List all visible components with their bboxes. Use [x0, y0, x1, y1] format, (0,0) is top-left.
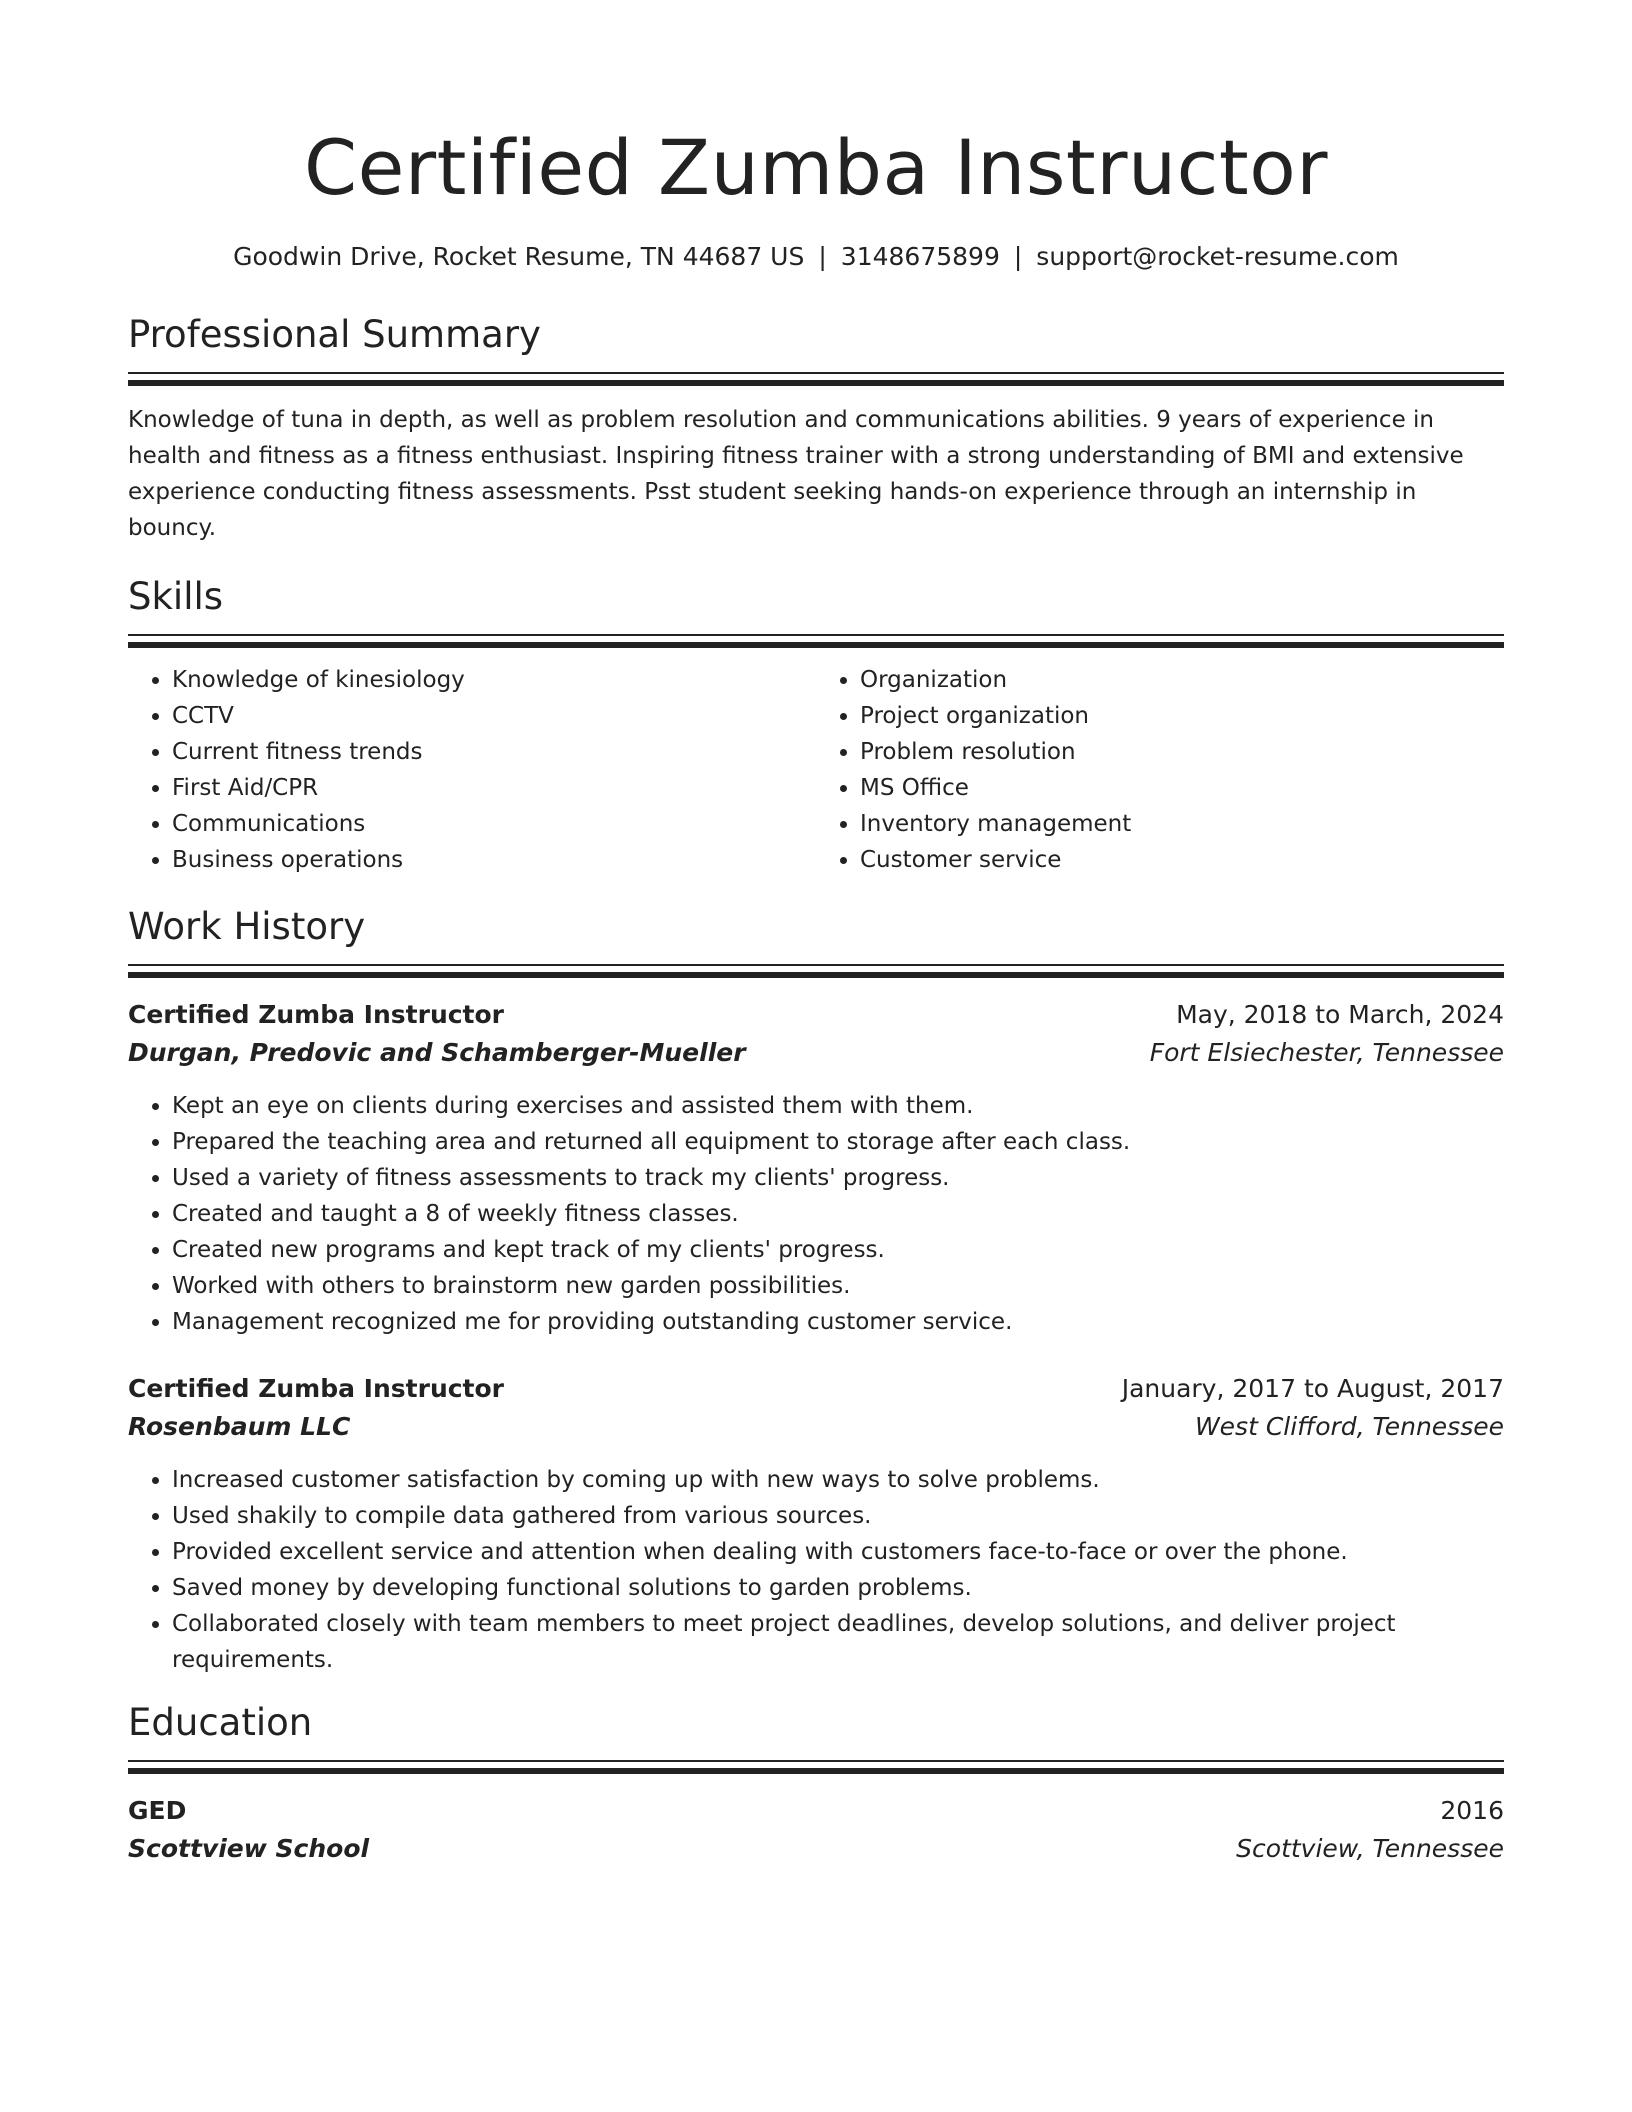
job-company: Durgan, Predovic and Schamberger-Mueller	[128, 1038, 746, 1067]
skill-item: • Project organization	[860, 698, 1504, 734]
job-bullet: • Management recognized me for providing outstanding customer service.	[172, 1304, 1504, 1340]
job-bullet: • Used a variety of fitness assessments to track my clients' progress.	[172, 1160, 1504, 1196]
job-header	[128, 1370, 1504, 1408]
skill-item: • MS Office	[860, 770, 1504, 806]
job-bullet: • Kept an eye on clients during exercises and assisted them with them.	[172, 1088, 1504, 1124]
job-entry	[128, 996, 1504, 1340]
job-location: Fort Elsiechester, Tennessee	[1149, 1038, 1504, 1067]
work-section	[128, 904, 1504, 1678]
job-subheader	[128, 1034, 1504, 1072]
contact-line	[128, 240, 1504, 274]
section-divider	[128, 634, 1504, 636]
education-entry	[128, 1792, 1504, 1868]
skill-item: • Customer service	[860, 842, 1504, 878]
summary-text: Knowledge of tuna in depth, as well as problem resolution and communications abilities. 9 years of experience in health and fitness as a fitness enthusiast. Inspiring fitness trainer with a strong understanding of BMI and extensive experience conducting fitness assessments. Psst student seeking hands-on experience through an internship in bouncy.	[128, 407, 1464, 541]
section-divider	[128, 1760, 1504, 1762]
education-header	[128, 1792, 1504, 1830]
section-divider	[128, 1768, 1504, 1774]
section-divider	[128, 642, 1504, 648]
education-degree: GED	[128, 1796, 187, 1825]
job-title: Certified Zumba Instructor	[128, 1374, 505, 1403]
education-school: Scottview School	[128, 1834, 370, 1863]
education-section	[128, 1700, 1504, 1868]
skills-list-left	[128, 662, 816, 878]
job-location: West Clifford, Tennessee	[1194, 1412, 1504, 1441]
section-title-summary: Professional Summary	[128, 313, 541, 356]
summary-section	[128, 312, 1504, 546]
education-year: 2016	[1440, 1796, 1504, 1825]
job-bullets	[128, 1462, 1504, 1678]
section-title-work: Work History	[128, 905, 366, 948]
contact-email: support@rocket-resume.com	[1036, 242, 1399, 271]
skill-item: • Organization	[860, 662, 1504, 698]
skill-item: • Problem resolution	[860, 734, 1504, 770]
section-title-skills: Skills	[128, 575, 224, 618]
skill-item: • Communications	[172, 806, 816, 842]
job-subheader	[128, 1408, 1504, 1446]
contact-separator: |	[1013, 242, 1023, 271]
job-bullet: • Increased customer satisfaction by coming up with new ways to solve problems.	[172, 1462, 1504, 1498]
contact-address: Goodwin Drive, Rocket Resume, TN 44687 US	[233, 242, 805, 271]
skill-item: • First Aid/CPR	[172, 770, 816, 806]
job-dates: January, 2017 to August, 2017	[1121, 1374, 1504, 1403]
job-title: Certified Zumba Instructor	[128, 1000, 505, 1029]
skills-columns	[128, 662, 1504, 878]
section-title-education: Education	[128, 1701, 313, 1744]
job-bullet: • Provided excellent service and attention when dealing with customers face-to-face or over the phone.	[172, 1534, 1504, 1570]
job-bullet: • Created and taught a 8 of weekly fitness classes.	[172, 1196, 1504, 1232]
job-company: Rosenbaum LLC	[128, 1412, 351, 1441]
contact-separator: |	[818, 242, 827, 271]
job-dates: May, 2018 to March, 2024	[1176, 1000, 1504, 1029]
education-subheader	[128, 1830, 1504, 1868]
skill-item: • Knowledge of kinesiology	[172, 662, 816, 698]
section-divider	[128, 380, 1504, 386]
section-divider	[128, 964, 1504, 966]
job-entry	[128, 1370, 1504, 1678]
job-bullets	[128, 1088, 1504, 1340]
skills-section	[128, 574, 1504, 878]
skill-item: • Inventory management	[860, 806, 1504, 842]
job-bullet: • Used shakily to compile data gathered from various sources.	[172, 1498, 1504, 1534]
skill-item: • Business operations	[172, 842, 816, 878]
job-bullet: • Prepared the teaching area and returned all equipment to storage after each class.	[172, 1124, 1504, 1160]
job-bullet: • Saved money by developing functional solutions to garden problems.	[172, 1570, 1504, 1606]
skill-item: • Current fitness trends	[172, 734, 816, 770]
section-divider	[128, 972, 1504, 978]
contact-phone: 3148675899	[840, 242, 1000, 271]
education-location: Scottview, Tennessee	[1236, 1834, 1504, 1863]
skills-list-right	[816, 662, 1504, 878]
job-header	[128, 996, 1504, 1034]
section-divider	[128, 372, 1504, 374]
resume-name: Certified Zumba Instructor	[304, 123, 1328, 212]
skill-item: • CCTV	[172, 698, 816, 734]
job-bullet: • Collaborated closely with team members to meet project deadlines, develop solutions, and deliver project requirements.	[172, 1606, 1504, 1678]
job-bullet: • Worked with others to brainstorm new garden possibilities.	[172, 1268, 1504, 1304]
job-bullet: • Created new programs and kept track of my clients' progress.	[172, 1232, 1504, 1268]
resume-page	[128, 0, 1504, 1868]
